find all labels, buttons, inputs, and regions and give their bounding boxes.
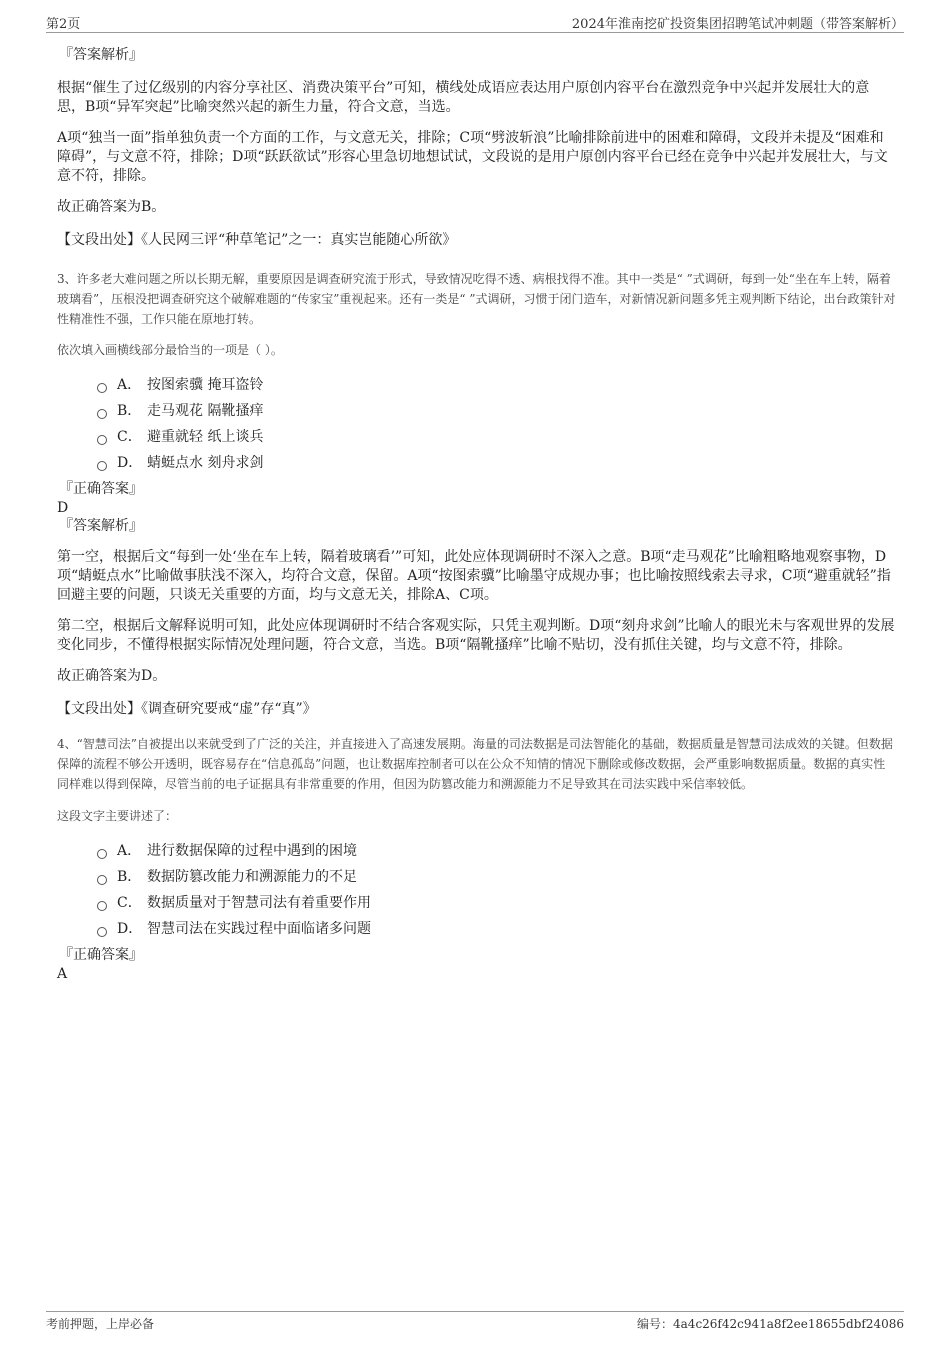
radio-icon[interactable]	[97, 901, 107, 911]
source-citation: 【文段出处】《调查研究要戒“虚”存“真”》	[57, 701, 317, 717]
footer-slogan: 考前押题，上岸必备	[46, 1317, 155, 1331]
header-divider	[46, 32, 904, 33]
answer-analysis-label: 『答案解析』	[59, 518, 143, 534]
option-list	[97, 838, 897, 942]
analysis-paragraph: 根据“催生了过亿级别的内容分享社区、消费决策平台”可知，横线处成语应表达用户原创内容平台在激烈竞争中兴起并发展壮大的意思，B项“异军突起”比喻突然兴起的新生力量，符合文意，当选。	[57, 80, 870, 115]
correct-answer-label: 『正确答案』	[59, 481, 143, 497]
radio-icon[interactable]	[97, 849, 107, 859]
analysis-paragraph: A项“独当一面”指单独负责一个方面的工作，与文意无关，排除；C项“劈波斩浪”比喻排除前进中的困难和障碍，文段并未提及“困难和障碍”，与文意不符，排除；D项“跃跃欲试”形容心里急切地想试试，文段说的是用户原创内容平台已经在竞争中兴起并发展壮大，与文意不符，排除。	[57, 130, 888, 184]
option-b[interactable]: B． 数据防篡改能力和溯源能力的不足	[97, 864, 897, 890]
radio-icon[interactable]	[97, 927, 107, 937]
radio-icon[interactable]	[97, 461, 107, 471]
option-d[interactable]: D． 智慧司法在实践过程中面临诸多问题	[97, 916, 897, 942]
option-a[interactable]: A． 按图索骥 掩耳盗铃	[97, 372, 897, 398]
footer-divider	[46, 1311, 904, 1312]
page-number: 第2页	[46, 17, 81, 32]
option-a[interactable]: A． 进行数据保障的过程中遇到的困境	[97, 838, 897, 864]
analysis-conclusion: 故正确答案为B。	[57, 199, 166, 215]
correct-answer: A	[57, 966, 68, 982]
answer-analysis-label: 『答案解析』	[59, 47, 143, 63]
question-prompt: 这段文字主要讲述了：	[57, 809, 178, 823]
analysis-paragraph: 第一空，根据后文“每到一处‘坐在车上转，隔着玻璃看’”可知，此处应体现调研时不深入之意。B项“走马观花”比喻粗略地观察事物，D项“蜻蜓点水”比喻做事肤浅不深入，均符合文意，保留。A项“按图索骥”比喻墨守成规办事；也比喻按照线索去寻求，C项“避重就轻”指回避主要的问题，只谈无关重要的方面，均与文意无关，排除A、C项。	[57, 549, 891, 603]
correct-answer-label: 『正确答案』	[59, 947, 143, 963]
page-content	[57, 46, 897, 983]
document-id: 编号：4a4c26f42c941a8f2ee18655dbf24086	[637, 1317, 904, 1331]
option-c[interactable]: C． 数据质量对于智慧司法有着重要作用	[97, 890, 897, 916]
option-c[interactable]: C． 避重就轻 纸上谈兵	[97, 424, 897, 450]
option-list	[97, 372, 897, 476]
option-b[interactable]: B． 走马观花 隔靴搔痒	[97, 398, 897, 424]
source-citation: 【文段出处】《人民网三评“种草笔记”之一：真实岂能随心所欲》	[57, 232, 457, 248]
question-prompt: 依次填入画横线部分最恰当的一项是（ ）。	[57, 343, 283, 357]
analysis-paragraph: 第二空，根据后文解释说明可知，此处应体现调研时不结合客观实际，只凭主观判断。D项“刻舟求剑”比喻人的眼光未与客观世界的发展变化同步，不懂得根据实际情况处理问题，符合文意，当选。B项“隔靴搔痒”比喻不贴切，没有抓住关键，均与文意不符，排除。	[57, 618, 895, 653]
radio-icon[interactable]	[97, 383, 107, 393]
document-title: 2024年淮南挖矿投资集团招聘笔试冲刺题（带答案解析）	[571, 17, 904, 32]
radio-icon[interactable]	[97, 409, 107, 419]
radio-icon[interactable]	[97, 435, 107, 445]
radio-icon[interactable]	[97, 875, 107, 885]
option-d[interactable]: D． 蜻蜓点水 刻舟求剑	[97, 450, 897, 476]
correct-answer: D	[57, 500, 69, 516]
question-stem: 4、“智慧司法”自被提出以来就受到了广泛的关注，并直接进入了高速发展期。海量的司法数据是司法智能化的基础，数据质量是智慧司法成效的关键。但数据保障的流程不够公开透明，既容易存在“信息孤岛”问题，也让数据库控制者可以在公众不知情的情况下删除或修改数据，会严重影响数据质量。数据的真实性同样难以得到保障，尽管当前的电子证据具有非常重要的作用，但因为防篡改能力和溯源能力不足导致其在司法实践中采信率较低。	[57, 737, 893, 791]
question-stem: 3、许多老大难问题之所以长期无解，重要原因是调查研究流于形式，导致情况吃得不透、病根找得不准。其中一类是“ ”式调研，每到一处“坐在车上转，隔着玻璃看”，压根没把调查研究这个破解难题的“传家宝”重视起来。还有一类是“ ”式调研，习惯于闭门造车，对新情况新问题多凭主观判断下结论，出台政策针对性精准性不强，工作只能在原地打转。	[57, 272, 896, 326]
analysis-conclusion: 故正确答案为D。	[57, 668, 167, 684]
